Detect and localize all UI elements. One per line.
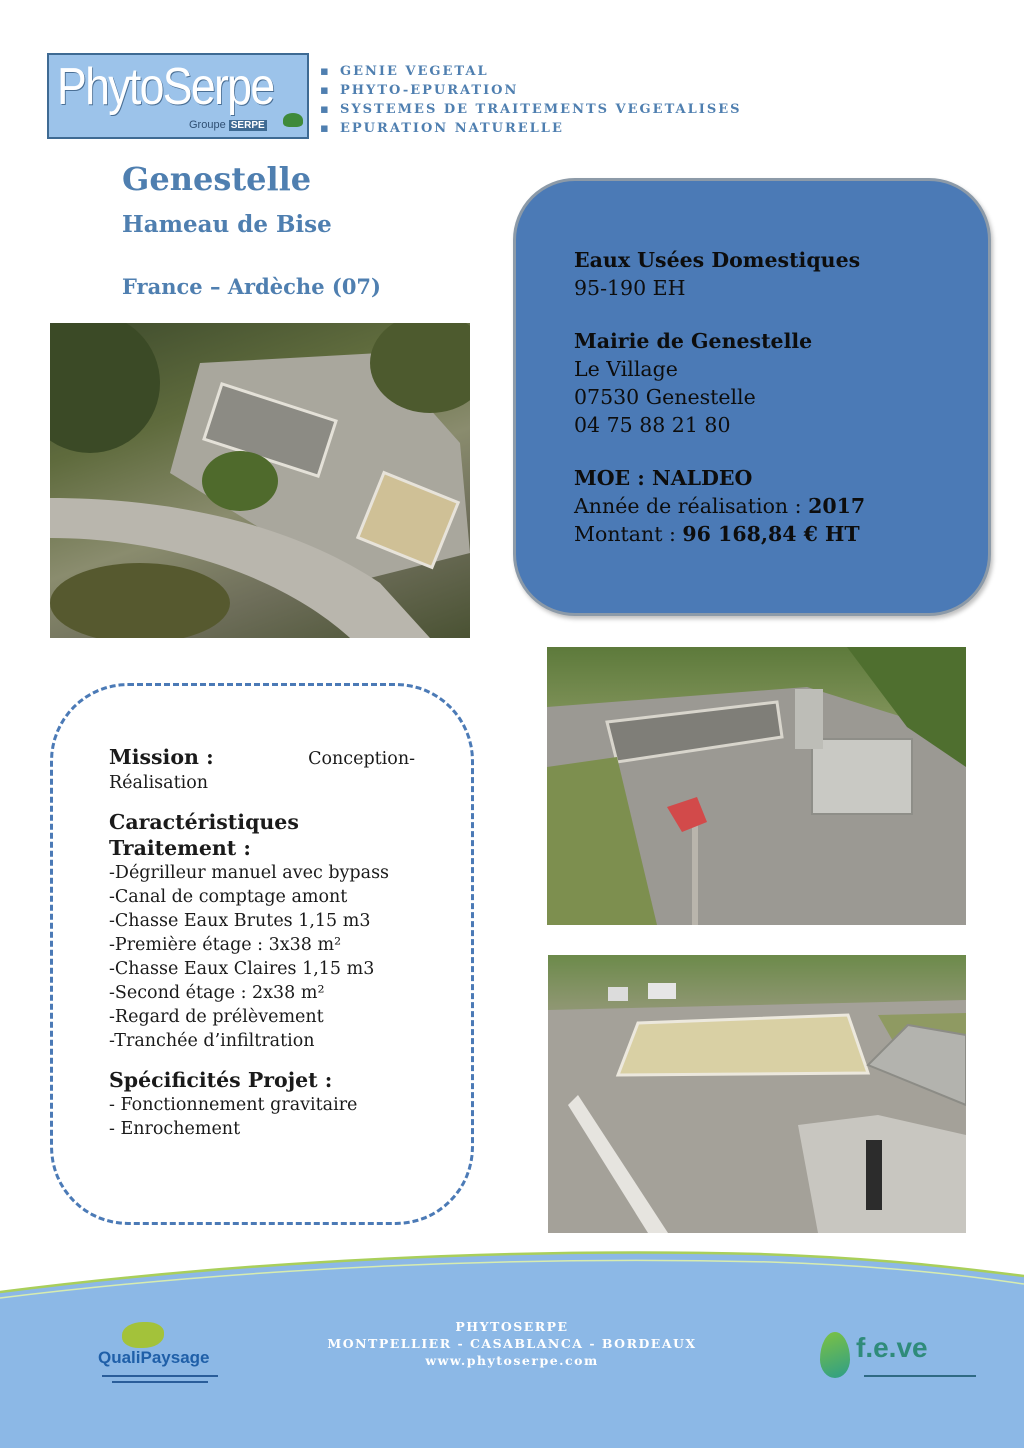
service-label: GENIE VEGETAL bbox=[340, 64, 489, 79]
service-item bbox=[320, 100, 742, 119]
year-row bbox=[574, 492, 865, 520]
year-value: 2017 bbox=[808, 494, 866, 518]
specific-item: - Enrochement bbox=[109, 1119, 241, 1139]
client-address-line-1: Le Village bbox=[574, 357, 678, 381]
services-list bbox=[320, 62, 742, 138]
footer-company: PHYTOSERPE bbox=[455, 1319, 569, 1334]
characteristic-item: -Première étage : 3x38 m² bbox=[109, 935, 342, 955]
client-name: Mairie de Genestelle bbox=[574, 329, 813, 353]
logo-group bbox=[189, 119, 267, 131]
service-item bbox=[320, 81, 742, 100]
qualipaysage-wordmark: QualiPaysage bbox=[98, 1348, 210, 1367]
tree-icon bbox=[283, 113, 303, 127]
effluent-type: Eaux Usées Domestiques bbox=[574, 248, 861, 272]
logo-brand: PhytoSerpe bbox=[57, 58, 274, 116]
bullet-icon: ▪ bbox=[320, 64, 329, 79]
mission-panel-text bbox=[109, 745, 415, 1141]
year-label: Année de réalisation : bbox=[574, 494, 809, 518]
logo-group-prefix: Groupe bbox=[189, 119, 226, 131]
service-label: SYSTEMES DE TRAITEMENTS VEGETALISES bbox=[340, 102, 742, 117]
service-item bbox=[320, 119, 742, 138]
logo-group-name: SERPE bbox=[230, 120, 265, 131]
mission-value: Conception- bbox=[308, 749, 415, 769]
characteristic-item: -Chasse Eaux Brutes 1,15 m3 bbox=[109, 911, 371, 931]
footer-cities: MONTPELLIER - CASABLANCA - BORDEAUX bbox=[327, 1336, 697, 1351]
mission-value-continued: Réalisation bbox=[109, 773, 209, 793]
characteristic-item: -Dégrilleur manuel avec bypass bbox=[109, 863, 390, 883]
project-subtitle: Hameau de Bise bbox=[122, 211, 332, 238]
mission-row bbox=[109, 745, 415, 771]
characteristics-title-line-2: Traitement : bbox=[109, 836, 251, 860]
moe: MOE : NALDEO bbox=[574, 466, 753, 490]
water-drop-icon bbox=[820, 1332, 850, 1378]
mission-label: Mission : bbox=[109, 745, 214, 769]
characteristic-item: -Regard de prélèvement bbox=[109, 1007, 324, 1027]
qualipaysage-tagline-graphic bbox=[102, 1373, 218, 1387]
bullet-icon: ▪ bbox=[320, 121, 329, 136]
client-address-line-2: 07530 Genestelle bbox=[574, 385, 756, 409]
aerial-photo bbox=[50, 323, 470, 638]
characteristics-list bbox=[109, 861, 415, 1053]
characteristic-item: -Tranchée d’infiltration bbox=[109, 1031, 315, 1051]
specifics-list bbox=[109, 1093, 415, 1141]
characteristics-title: Caractéristiques bbox=[109, 810, 299, 834]
service-label: PHYTO-EPURATION bbox=[340, 83, 519, 98]
qualipaysage-logo bbox=[94, 1322, 224, 1398]
amount-value: 96 168,84 € HT bbox=[682, 522, 860, 546]
site-photo-2-illustration bbox=[548, 955, 966, 1233]
client-phone: 04 75 88 21 80 bbox=[574, 413, 731, 437]
info-panel-text bbox=[574, 246, 865, 548]
aerial-photo-illustration bbox=[50, 323, 470, 638]
amount-label: Montant : bbox=[574, 522, 683, 546]
characteristic-item: -Second étage : 2x38 m² bbox=[109, 983, 325, 1003]
service-item bbox=[320, 62, 742, 81]
characteristic-item: -Chasse Eaux Claires 1,15 m3 bbox=[109, 959, 375, 979]
site-photo-2 bbox=[548, 955, 966, 1233]
amount-row bbox=[574, 520, 865, 548]
project-title: Genestelle bbox=[122, 160, 312, 198]
bullet-icon: ▪ bbox=[320, 83, 329, 98]
feve-tagline-graphic bbox=[864, 1372, 976, 1380]
capacity: 95-190 EH bbox=[574, 276, 686, 300]
leaf-icon bbox=[122, 1322, 164, 1348]
service-label: EPURATION NATURELLE bbox=[340, 121, 564, 136]
feve-wordmark: f.e.ve bbox=[856, 1332, 928, 1363]
footer-website[interactable]: www.phytoserpe.com bbox=[425, 1353, 599, 1368]
site-photo-1 bbox=[547, 647, 966, 925]
bullet-icon: ▪ bbox=[320, 102, 329, 117]
feve-logo bbox=[820, 1326, 980, 1386]
phytoserpe-logo bbox=[47, 53, 309, 139]
specifics-title: Spécificités Projet : bbox=[109, 1068, 333, 1092]
site-photo-1-illustration bbox=[547, 647, 966, 925]
project-location: France – Ardèche (07) bbox=[122, 274, 381, 299]
characteristic-item: -Canal de comptage amont bbox=[109, 887, 348, 907]
specific-item: - Fonctionnement gravitaire bbox=[109, 1095, 358, 1115]
